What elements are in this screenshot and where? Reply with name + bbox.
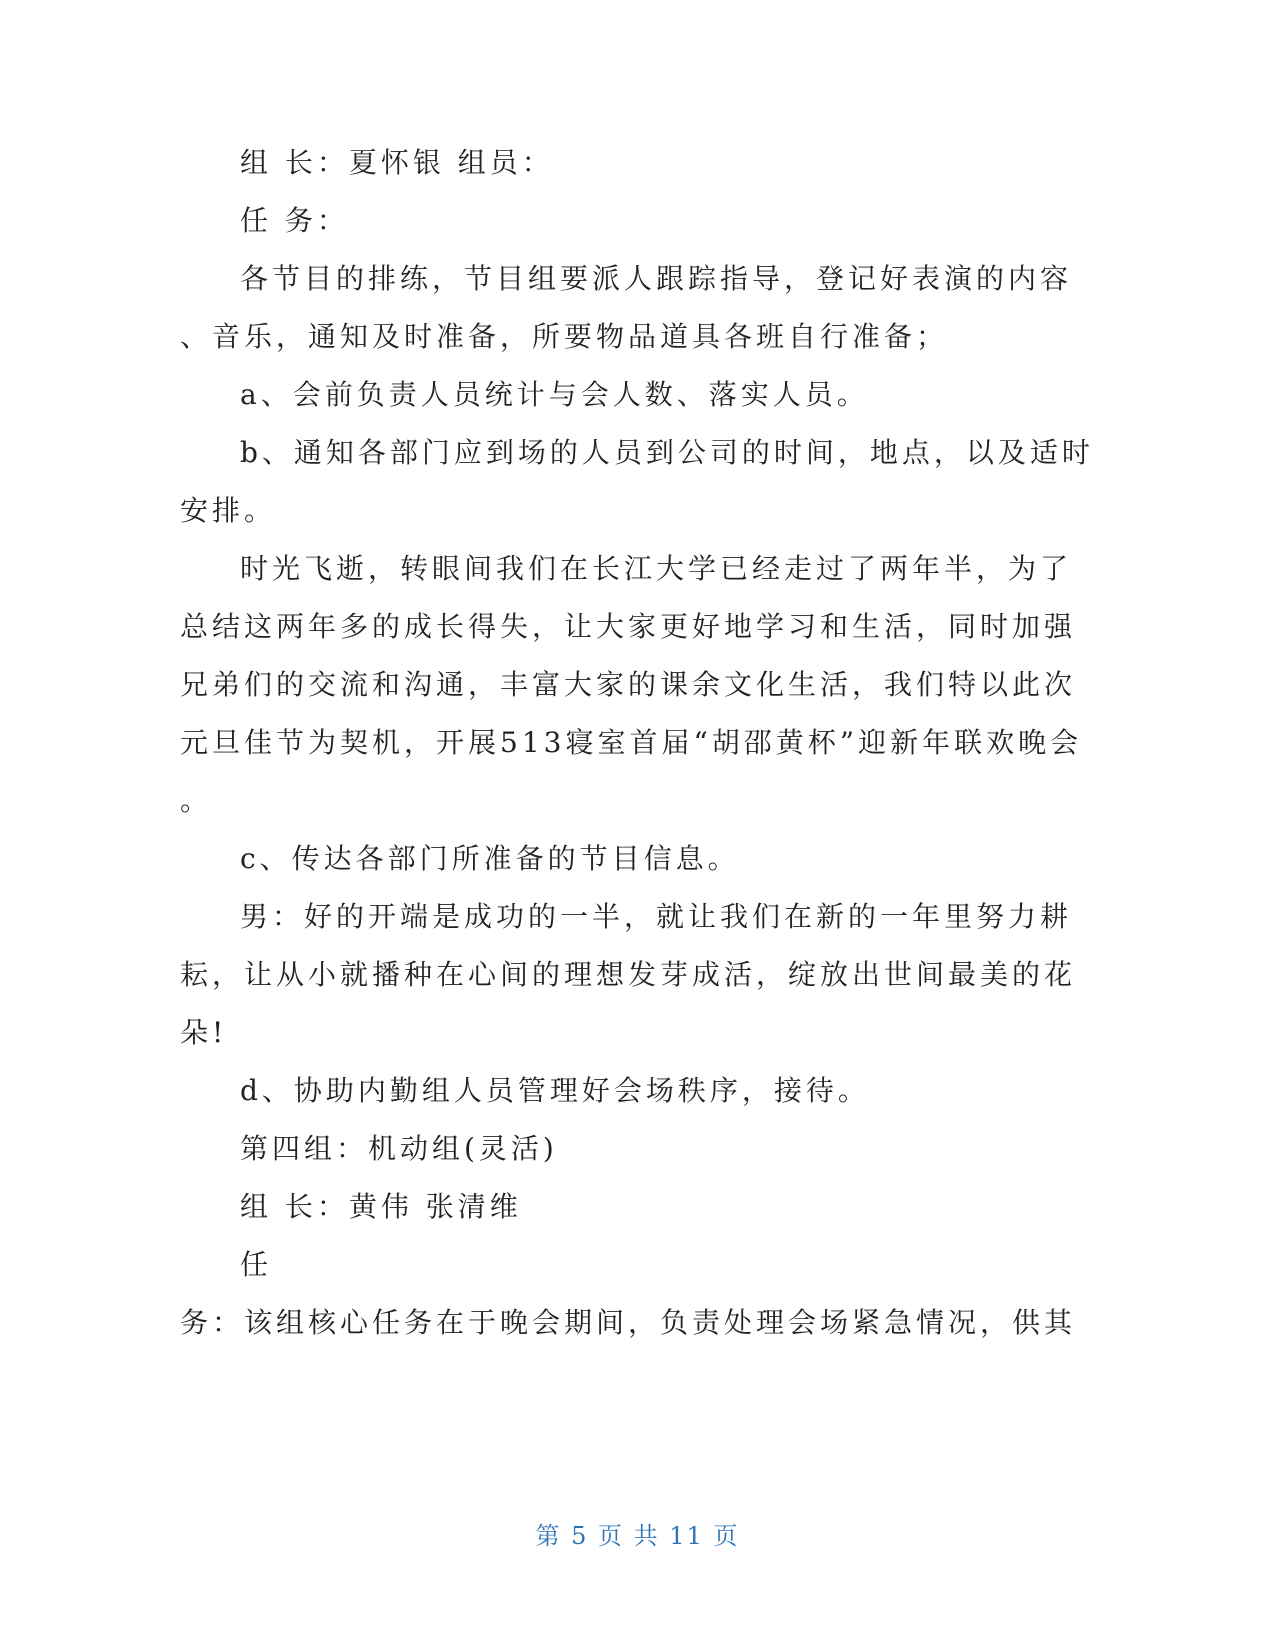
page-number-footer: 第 5 页 共 11 页	[535, 1522, 740, 1550]
text-line-task-prefix: 任	[240, 1248, 273, 1281]
text-line-paragraph-end: 。	[180, 784, 213, 817]
text-line-item-c: c、传达各部门所准备的节目信息。	[240, 842, 740, 875]
text-line-item-b-cont: 安排。	[180, 494, 277, 527]
text-line-paragraph-3: 兄弟们的交流和沟通，丰富大家的课余文化生活，我们特以此次	[180, 668, 1077, 701]
text-line-item-b: b、通知各部门应到场的人员到公司的时间，地点，以及适时	[240, 436, 1094, 469]
text-line-paragraph-2: 总结这两年多的成长得失，让大家更好地学习和生活，同时加强	[180, 610, 1077, 643]
text-line-group-leader: 组 长：夏怀银 组员：	[240, 146, 554, 179]
text-line-paragraph-1: 时光飞逝，转眼间我们在长江大学已经走过了两年半，为了	[240, 552, 1073, 585]
text-line-rehearsal: 各节目的排练，节目组要派人跟踪指导，登记好表演的内容	[240, 262, 1073, 295]
text-line-speech-2: 耘，让从小就播种在心间的理想发芽成活，绽放出世间最美的花	[180, 958, 1077, 991]
text-line-group-four-leader: 组 长：黄伟 张清维	[240, 1190, 522, 1223]
text-line-speech-3: 朵!	[180, 1016, 228, 1049]
text-line-item-a: a、会前负责人员统计与会人数、落实人员。	[240, 378, 869, 411]
text-line-task-label: 任 务：	[240, 204, 349, 237]
text-line-rehearsal-cont: 、音乐，通知及时准备，所要物品道具各班自行准备；	[180, 320, 949, 353]
text-line-speech-1: 男：好的开端是成功的一半，就让我们在新的一年里努力耕	[240, 900, 1073, 933]
text-line-group-four: 第四组：机动组(灵活)	[240, 1132, 558, 1165]
text-line-paragraph-4: 元旦佳节为契机，开展513寝室首届“胡邵黄杯”迎新年联欢晚会	[180, 726, 1083, 759]
text-line-task-detail: 务：该组核心任务在于晚会期间，负责处理会场紧急情况，供其	[180, 1306, 1077, 1339]
text-line-item-d: d、协助内勤组人员管理好会场秩序，接待。	[240, 1074, 870, 1107]
